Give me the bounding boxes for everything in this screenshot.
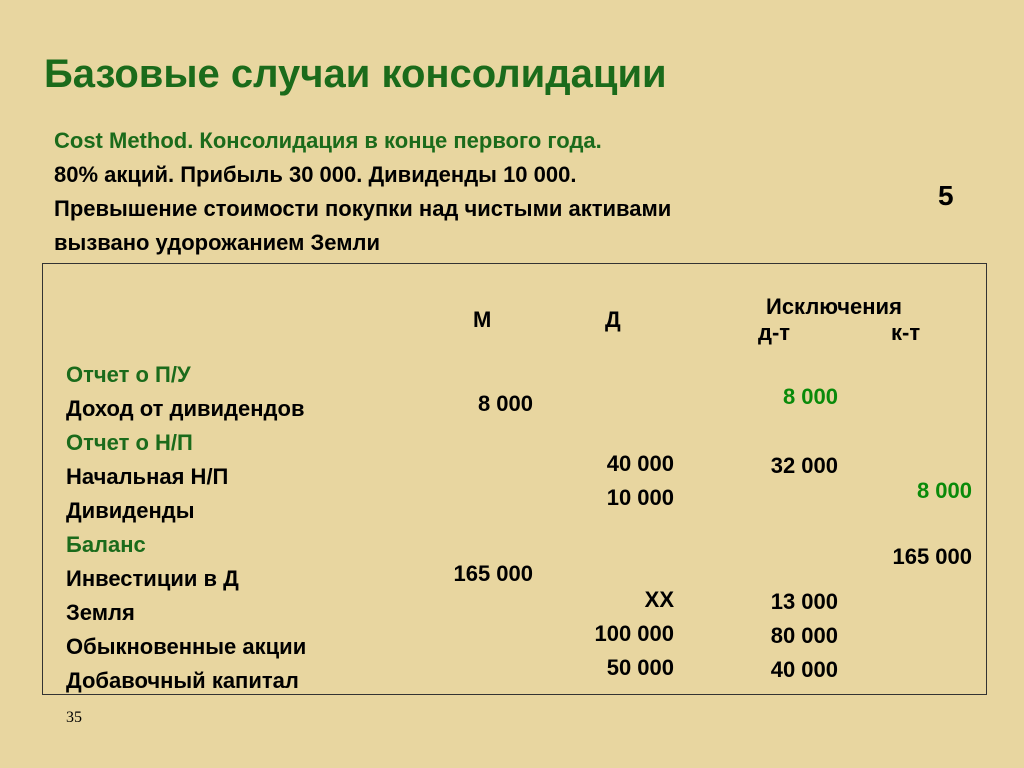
intro-line-3: Превышение стоимости покупки над чистыми активами <box>54 196 672 221</box>
cell-dt-dividend-income: 8 000 <box>782 384 838 409</box>
cell-m-investment: 165 000 <box>453 561 533 586</box>
cell-dt-land: 13 000 <box>770 589 838 614</box>
row-label-dividends: Дивиденды <box>66 498 195 523</box>
cell-d-additional-capital: 50 000 <box>606 655 674 680</box>
cell-m-dividend-income: 8 000 <box>477 391 533 416</box>
cell-d-common-stock: 100 000 <box>594 621 674 646</box>
row-label-retained-earnings-statement: Отчет о Н/П <box>66 430 193 455</box>
cell-dt-common-stock: 80 000 <box>770 623 838 648</box>
cell-d-opening-retained-earnings: 40 000 <box>606 451 674 476</box>
cell-dt-opening-retained-earnings: 32 000 <box>770 453 838 478</box>
row-label-land: Земля <box>66 600 135 625</box>
row-label-opening-retained-earnings: Начальная Н/П <box>66 464 229 489</box>
slide-subtitle: Cost Method. Консолидация в конце первого года. <box>54 128 602 153</box>
header-m: М <box>473 307 492 332</box>
row-label-dividend-income: Доход от дивидендов <box>66 396 305 421</box>
row-label-balance-sheet: Баланс <box>66 532 146 557</box>
page-number: 35 <box>66 709 82 726</box>
header-credit: к-т <box>891 320 921 345</box>
intro-line-4: вызвано удорожанием Земли <box>54 230 380 255</box>
intro-line-2: 80% акций. Прибыль 30 000. Дивиденды 10 000. <box>54 162 577 187</box>
cell-kt-investment: 165 000 <box>892 544 972 569</box>
row-label-investment: Инвестиции в Д <box>66 566 239 591</box>
cell-dt-additional-capital: 40 000 <box>770 657 838 682</box>
header-debit: д-т <box>758 320 791 345</box>
row-label-income-statement: Отчет о П/У <box>66 362 191 387</box>
slide-badge: 5 <box>938 180 954 211</box>
header-eliminations: Исключения <box>766 294 902 319</box>
cell-kt-dividends: 8 000 <box>916 478 972 503</box>
header-d: Д <box>605 307 621 332</box>
row-label-additional-capital: Добавочный капитал <box>66 668 299 693</box>
row-label-common-stock: Обыкновенные акции <box>66 634 307 659</box>
cell-d-dividends: 10 000 <box>606 485 674 510</box>
slide-title: Базовые случаи консолидации <box>44 52 667 96</box>
cell-d-land: XX <box>644 587 674 612</box>
